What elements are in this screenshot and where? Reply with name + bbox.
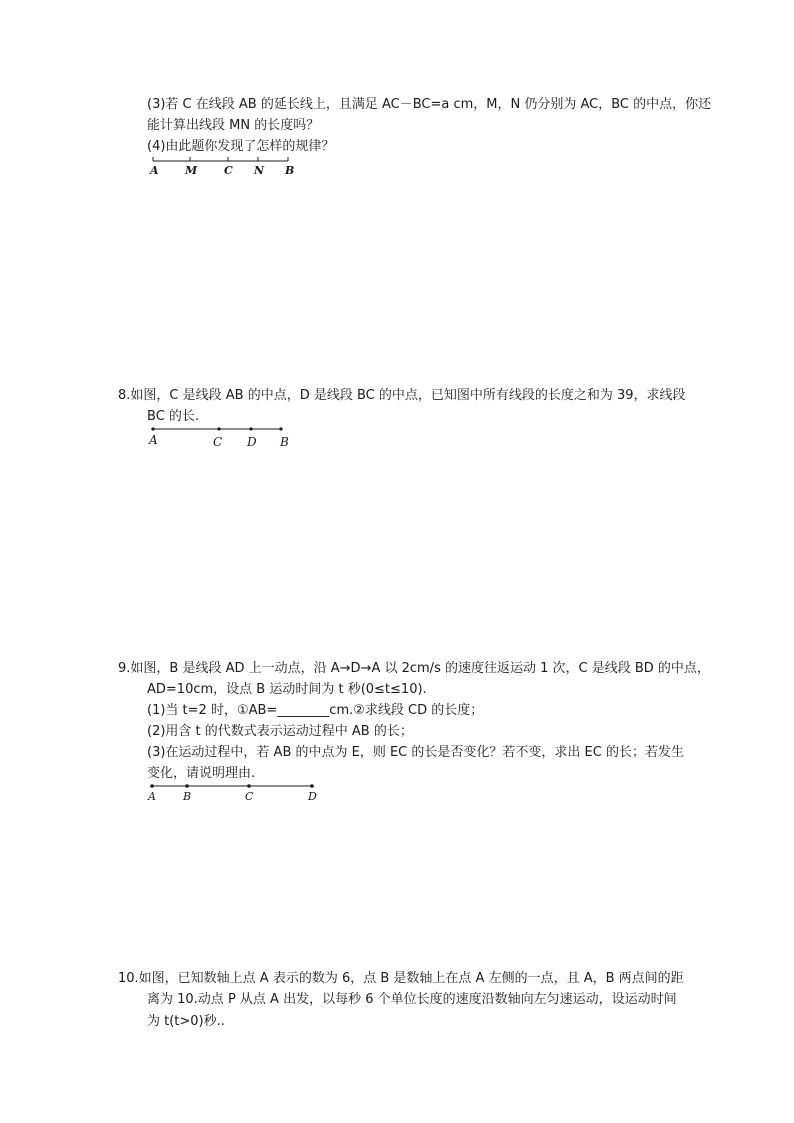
q8-text-line2: BC 的长.: [147, 409, 200, 424]
q10-text-line1: 10.如图，已知数轴上点 A 表示的数为 6，点 B 是数轴上在点 A 左侧的一点，且 A，B 两点间的距: [118, 971, 684, 986]
q7-part3-text-line1: (3)若 C 在线段 AB 的延长线上，且满足 AC－BC=a cm，M，N 仍分别为 AC，BC 的中点，你还: [147, 97, 712, 112]
label-a: A: [150, 164, 159, 177]
point-b: [279, 427, 282, 430]
label-a: A: [148, 790, 156, 803]
q10-text-line2: 离为 10.动点 P 从点 A 出发，以每秒 6 个单位长度的速度沿数轴向左匀速运动，设运动时间: [147, 992, 677, 1007]
label-b: B: [280, 435, 289, 449]
label-c: C: [213, 435, 223, 449]
label-b: B: [285, 164, 295, 177]
q9-sub2-text: (2)用含 t 的代数式表示运动过程中 AB 的长；: [147, 724, 413, 739]
point-c: [217, 427, 220, 430]
point-d: [249, 427, 252, 430]
q7-part3-text-line2: 能计算出线段 MN 的长度吗？: [147, 118, 320, 133]
q9-sub3-text-line1: (3)在运动过程中，若 AB 的中点为 E，则 EC 的长是否变化？若不变，求出 EC 的长；若发生: [147, 745, 684, 760]
q7-part4-text: (4)由此题你发现了怎样的规律？: [147, 139, 335, 154]
q9-sub3-text-line2: 变化，请说明理由.: [147, 766, 256, 781]
label-n: N: [254, 164, 265, 177]
q8-text-line1: 8.如图，C 是线段 AB 的中点，D 是线段 BC 的中点，已知图中所有线段的长度之和为 39，求线段: [118, 388, 686, 403]
label-b: B: [183, 790, 192, 803]
label-m: M: [185, 164, 198, 177]
label-c: C: [224, 164, 233, 177]
point-a: [150, 784, 154, 788]
label-d: D: [308, 790, 317, 803]
q9-text-line1: 9.如图，B 是线段 AD 上一动点，沿 A→D→A 以 2cm/s 的速度往返运动 1 次，C 是线段 BD 的中点，: [118, 661, 710, 676]
label-d: D: [247, 435, 257, 449]
point-b: [185, 784, 189, 788]
q10-text-line3: 为 t(t>0)秒..: [147, 1014, 225, 1029]
point-a: [151, 427, 154, 430]
q7-segment-diagram: [150, 156, 300, 178]
q9-segment-diagram: [147, 782, 327, 804]
q9-sub1-text: (1)当 t=2 时，①AB=________cm.②求线段 CD 的长度；: [147, 703, 484, 718]
q8-segment-diagram: [148, 424, 298, 450]
point-d: [310, 784, 314, 788]
point-c: [247, 784, 251, 788]
q9-text-line2: AD=10cm，设点 B 运动时间为 t 秒(0≤t≤10).: [147, 682, 427, 697]
label-a: A: [149, 433, 158, 447]
label-c: C: [245, 790, 254, 803]
